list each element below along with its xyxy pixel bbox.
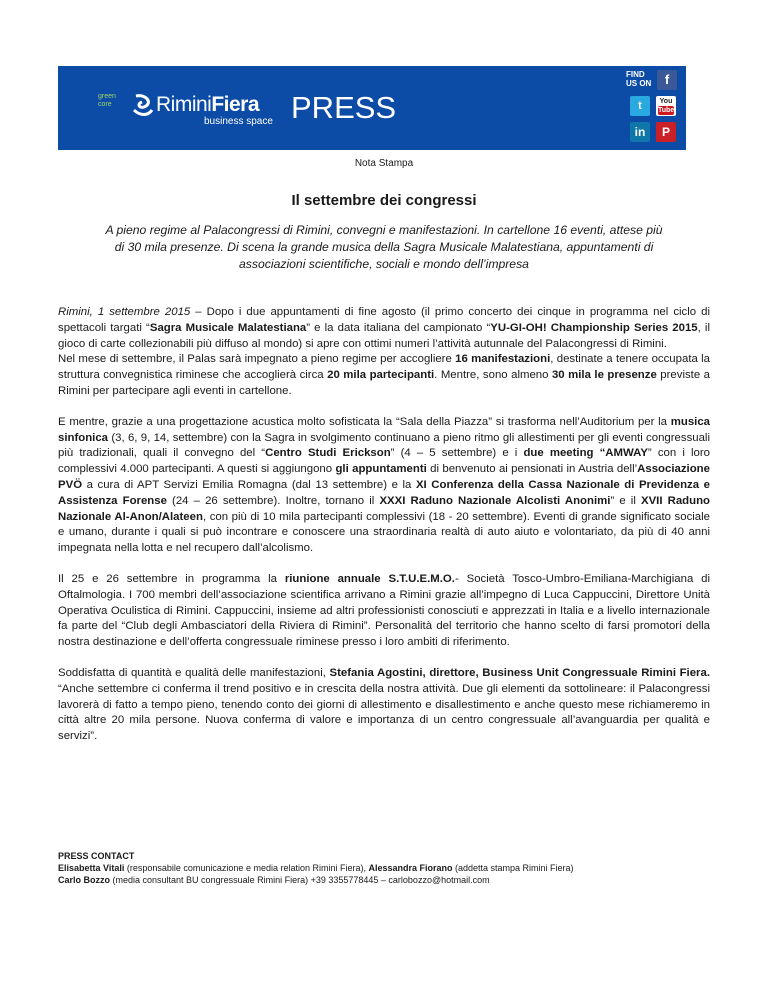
- paragraph-events: E mentre, grazie a una progettazione acustica molto sofisticata la “Sala della Piazza” si trasforma nell’Auditorium per la musica sinfonica (3, 6, 9, 14, settembre) con la Sagra in svolgimento continuano a pieno ritmo gli allestimenti per gli eventi congressuali più tradizionali, quali il convegno del “Centro Studi Erickson” (4 – 5 settembre) e i due meeting “AMWAY” con i loro complessivi 4.000 partecipanti. A questi si aggiungono gli appuntamenti di benvenuto ai pensionati in Austria dell’Associazione PVÖ a cura di APT Servizi Emilia Romagna (dal 13 settembre) e la XI Conferenza della Cassa Nazionale di Previdenza e Assistenza Forense (24 – 26 settembre). Inoltre, tornano il XXXI Raduno Nazionale Alcolisti Anonimi” e il XVII Raduno Nazionale Al-Anon/Alateen, con più di 10 mila partecipanti complessivi (18 - 20 settembre). Eventi di grande significato sociale e umano, durante i quali si può incontrare e conoscere una straordinaria realtà di auto aiuto e volontariato, da più di 40 anni impegnata nella lotta e nel recupero dall’alcolismo.: [58, 415, 710, 555]
- linkedin-icon[interactable]: in: [630, 122, 650, 142]
- nota-stampa-label: Nota Stampa: [354, 158, 414, 169]
- contact-line-2: Carlo Bozzo (media consultant BU congressuale Rimini Fiera) +39 3355778445 – carlobozzo@hotmail.com: [58, 875, 490, 885]
- press-contact: [58, 850, 718, 886]
- paragraph-september: Nel mese di settembre, il Palas sarà impegnato a pieno regime per accogliere 16 manifestazioni, destinate a tenere occupata la struttura convegnistica riminese che accoglierà circa 20 mila partecipanti. Mentre, sono almeno 30 mila le presenze previste a Rimini per partecipare agli eventi in cartellone.: [58, 353, 711, 397]
- twitter-icon[interactable]: t: [630, 96, 650, 116]
- facebook-icon[interactable]: f: [657, 70, 677, 90]
- press-contact-heading: PRESS CONTACT: [58, 851, 135, 861]
- brand-name: RiminiFiera: [156, 93, 260, 116]
- article-body: [58, 305, 710, 760]
- brand-subtitle: business space: [204, 116, 273, 127]
- paragraph-quote: Soddisfatta di quantità e qualità delle manifestazioni, Stefania Agostini, direttore, Business Unit Congressuale Rimini Fiera. “Anche settembre ci conferma il trend positivo e in crescita della nostra attività. Due gli elementi da sottolineare: il Palacongressi lavorerà di fatto a tempo pieno, tenendo conto dei giorni di allestimento e disallestimento e anche questo mese richiameremo in città altre 20 mila persone. Nuova conferma di valore e importanza di un centro congressuale all’avanguardia per qualità e servizi”.: [58, 666, 710, 743]
- pinterest-icon[interactable]: P: [656, 122, 676, 142]
- header-banner: [58, 66, 686, 150]
- green-core-label: green core: [98, 93, 116, 108]
- find-us-on-label: FIND US ON: [626, 70, 652, 88]
- press-label: PRESS: [291, 90, 397, 125]
- page-title: Il settembre dei congressi: [291, 192, 477, 209]
- contact-line-1: Elisabetta Vitali (responsabile comunicazione e media relation Rimini Fiera), Alessandra Fiorano (addetta stampa Rimini Fiera): [58, 863, 574, 873]
- riminifiera-logo-icon: [132, 92, 154, 118]
- paragraph-intro: Rimini, 1 settembre 2015 – Dopo i due appuntamenti di fine agosto (il primo concerto dei cinque in programma nel ciclo di spettacoli targati “Sagra Musicale Malatestiana” e la data italiana del campionato “YU-GI-OH! Championship Series 2015, il gioco di carte collezionabili più diffuso al mondo) si apre con ottimi numeri l’attività autunnale del Palacongressi di Rimini.: [58, 306, 710, 350]
- paragraph-stuemo: Il 25 e 26 settembre in programma la riunione annuale S.T.U.E.M.O.- Società Tosco-Umbro-Emiliana-Marchigiana di Oftalmologia. I 700 membri dell’associazione scientifica arrivano a Rimini grazie all’impegno di Luca Cappuccini, Direttore Unità Operativa Oculistica di Rimini. Cappuccini, insieme ad altri professionisti conosciuti e apprezzati in Italia e a livello internazionale fa parte del “Club degli Ambasciatori della Riviera di Rimini”. Personalità del territorio che hanno scelto di farsi promotori della nostra destinazione e dell’offerta congressuale riminese presso i loro ambiti di riferimento.: [58, 572, 710, 649]
- page-subtitle: A pieno regime al Palacongressi di Rimini, convegni e manifestazioni. In cartellone 16 eventi, attese più di 30 mila presenze. Di scena la grande musica della Sagra Musicale Malatestiana, appuntamenti di associazioni scientifiche, sociali e mondo dell’impresa: [105, 223, 663, 271]
- youtube-icon[interactable]: You Tube: [658, 98, 675, 114]
